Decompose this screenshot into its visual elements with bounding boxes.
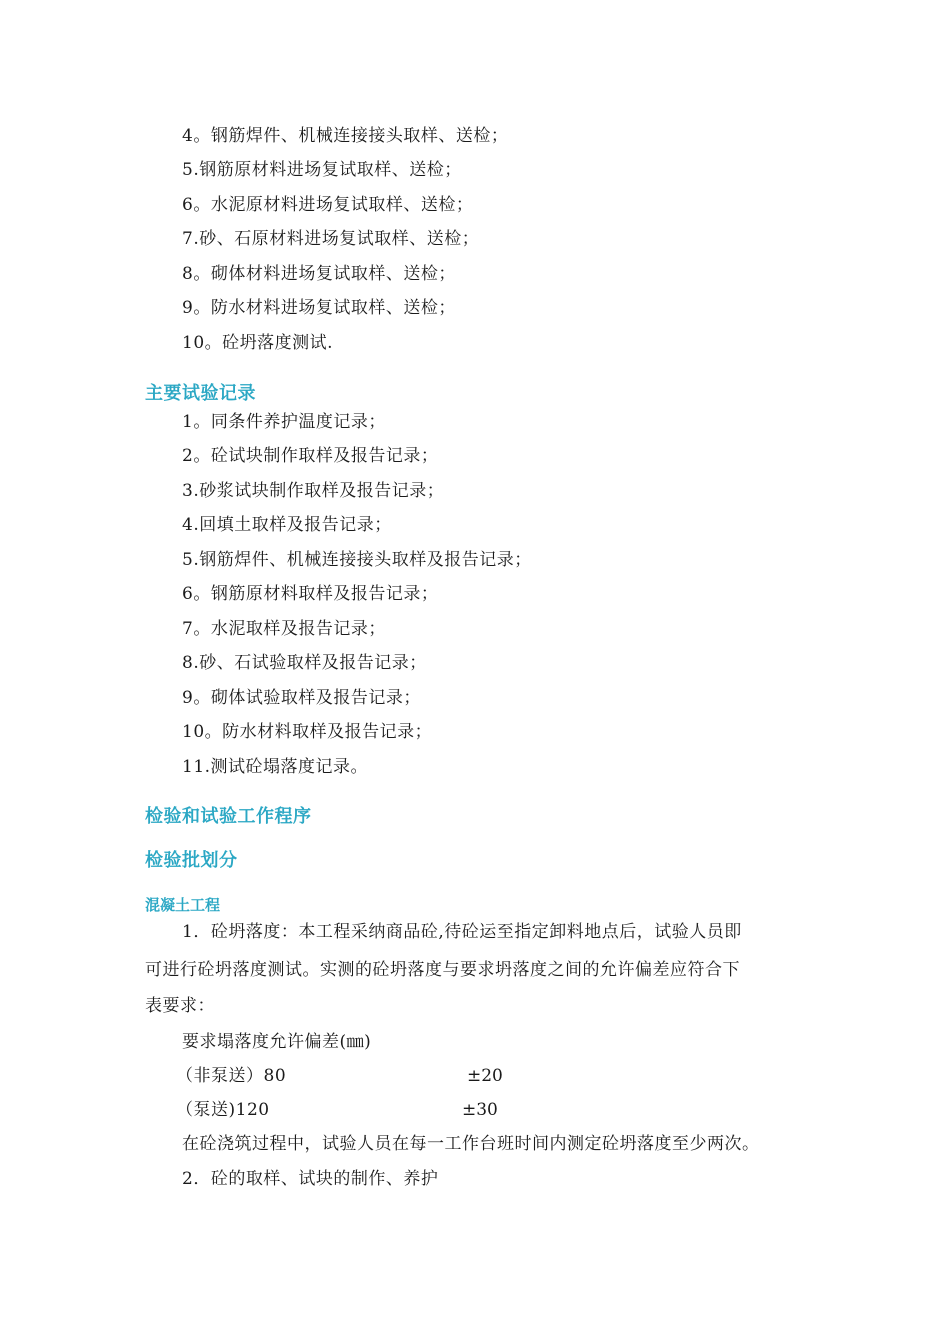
paragraph-line: 1．砼坍落度：本工程采纳商品砼,待砼运至指定卸料地点后，试验人员即 (182, 922, 742, 942)
list-item: 5.钢筋焊件、机械连接接头取样及报告记录； (182, 550, 532, 570)
list-item: 2。砼试块制作取样及报告记录； (182, 446, 439, 466)
list-item: 8.砂、石试验取样及报告记录； (182, 653, 427, 673)
paragraph-line: 可进行砼坍落度测试。实测的砼坍落度与要求坍落度之间的允许偏差应符合下 (145, 960, 740, 980)
list-item: 9。防水材料进场复试取样、送检； (182, 298, 456, 318)
section-heading-records: 主要试验记录 (145, 383, 256, 404)
list-item: 11.测试砼塌落度记录。 (182, 757, 369, 777)
list-item: 3.砂浆试块制作取样及报告记录； (182, 481, 445, 501)
tolerance-header: 要求塌落度允许偏差(㎜) (182, 1032, 372, 1052)
paragraph-line: 2．砼的取样、试块的制作、养护 (182, 1169, 439, 1189)
list-item: 6。钢筋原材料取样及报告记录； (182, 584, 439, 604)
list-item: 1。同条件养护温度记录； (182, 412, 386, 432)
tolerance-row-label: （非泵送）80 (176, 1066, 287, 1086)
paragraph-line: 在砼浇筑过程中，试验人员在每一工作台班时间内测定砼坍落度至少两次。 (182, 1134, 760, 1154)
list-item: 4。钢筋焊件、机械连接接头取样、送检； (182, 126, 509, 146)
list-item: 10。防水材料取样及报告记录； (182, 722, 433, 742)
subsection-heading-concrete: 混凝土工程 (145, 896, 221, 914)
section-heading-batch: 检验批划分 (145, 850, 238, 871)
list-item: 8。砌体材料进场复试取样、送检； (182, 264, 456, 284)
list-item: 5.钢筋原材料进场复试取样、送检； (182, 160, 462, 180)
list-item: 10。砼坍落度测试. (182, 333, 334, 353)
section-heading-procedure: 检验和试验工作程序 (145, 806, 312, 827)
paragraph-line: 表要求： (145, 996, 215, 1016)
list-item: 7。水泥取样及报告记录； (182, 619, 386, 639)
list-item: 9。砌体试验取样及报告记录； (182, 688, 421, 708)
tolerance-row-value: ±20 (467, 1066, 503, 1086)
list-item: 4.回填土取样及报告记录； (182, 515, 392, 535)
list-item: 6。水泥原材料进场复试取样、送检； (182, 195, 474, 215)
tolerance-row-value: ±30 (462, 1100, 498, 1120)
tolerance-row-label: （泵送)120 (176, 1100, 270, 1120)
list-item: 7.砂、石原材料进场复试取样、送检； (182, 229, 480, 249)
